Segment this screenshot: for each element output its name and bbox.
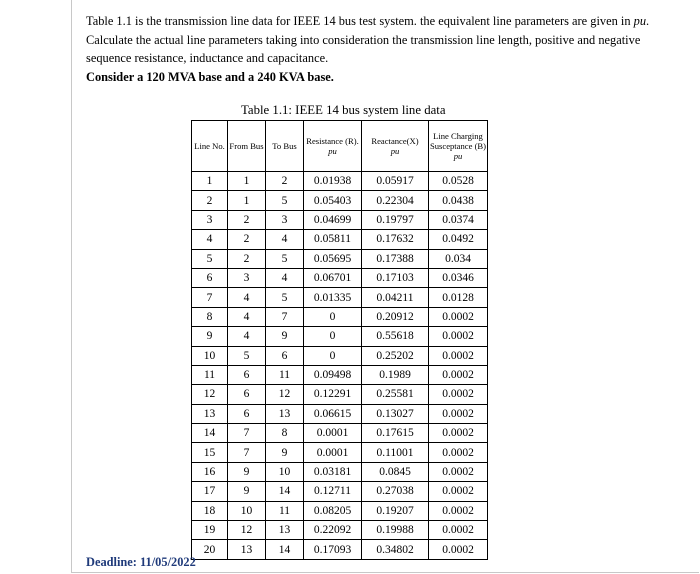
- cell-resistance: 0.22092: [304, 521, 362, 540]
- cell-to-bus: 9: [266, 327, 304, 346]
- cell-line-no: 8: [192, 307, 228, 326]
- cell-line-no: 7: [192, 288, 228, 307]
- cell-to-bus: 9: [266, 443, 304, 462]
- table-body: [192, 172, 488, 560]
- cell-to-bus: 4: [266, 268, 304, 287]
- cell-resistance: 0: [304, 307, 362, 326]
- cell-resistance: 0.04699: [304, 210, 362, 229]
- cell-to-bus: 5: [266, 191, 304, 210]
- cell-susceptance: 0.0002: [429, 540, 488, 559]
- cell-from-bus: 9: [228, 462, 266, 481]
- cell-to-bus: 11: [266, 365, 304, 384]
- cell-resistance: 0.05403: [304, 191, 362, 210]
- cell-line-no: 2: [192, 191, 228, 210]
- cell-reactance: 0.25581: [362, 385, 429, 404]
- cell-from-bus: 13: [228, 540, 266, 559]
- cell-from-bus: 1: [228, 191, 266, 210]
- table-row: [192, 540, 488, 559]
- intro-text-part1: Table 1.1 is the transmission line data for IEEE 14 bus test system. the equivalent line parameters are given in: [86, 14, 634, 28]
- cell-resistance: 0.05695: [304, 249, 362, 268]
- table-row: [192, 482, 488, 501]
- cell-reactance: 0.11001: [362, 443, 429, 462]
- cell-resistance: 0.06701: [304, 268, 362, 287]
- cell-reactance: 0.19797: [362, 210, 429, 229]
- cell-line-no: 5: [192, 249, 228, 268]
- cell-resistance: 0: [304, 327, 362, 346]
- cell-from-bus: 1: [228, 172, 266, 191]
- cell-susceptance: 0.0128: [429, 288, 488, 307]
- cell-susceptance: 0.0346: [429, 268, 488, 287]
- header-resistance: Resistance (R). pu: [304, 121, 362, 172]
- cell-line-no: 15: [192, 443, 228, 462]
- cell-susceptance: 0.0002: [429, 385, 488, 404]
- cell-reactance: 0.25202: [362, 346, 429, 365]
- cell-susceptance: 0.0002: [429, 365, 488, 384]
- table-row: [192, 404, 488, 423]
- cell-from-bus: 12: [228, 521, 266, 540]
- cell-resistance: 0.0001: [304, 424, 362, 443]
- cell-resistance: 0.12291: [304, 385, 362, 404]
- header-susceptance: Line Charging Susceptance (B) pu: [429, 121, 488, 172]
- intro-paragraph: [86, 12, 686, 86]
- cell-reactance: 0.20912: [362, 307, 429, 326]
- cell-susceptance: 0.0002: [429, 327, 488, 346]
- cell-line-no: 18: [192, 501, 228, 520]
- cell-reactance: 0.0845: [362, 462, 429, 481]
- cell-reactance: 0.19988: [362, 521, 429, 540]
- cell-reactance: 0.55618: [362, 327, 429, 346]
- cell-from-bus: 4: [228, 327, 266, 346]
- cell-susceptance: 0.0002: [429, 482, 488, 501]
- cell-resistance: 0.08205: [304, 501, 362, 520]
- cell-line-no: 6: [192, 268, 228, 287]
- cell-reactance: 0.05917: [362, 172, 429, 191]
- cell-from-bus: 7: [228, 424, 266, 443]
- header-reactance: Reactance(X) pu: [362, 121, 429, 172]
- cell-resistance: 0.03181: [304, 462, 362, 481]
- cell-susceptance: 0.0002: [429, 404, 488, 423]
- cell-to-bus: 4: [266, 230, 304, 249]
- cell-line-no: 12: [192, 385, 228, 404]
- cell-from-bus: 2: [228, 249, 266, 268]
- cell-resistance: 0.06615: [304, 404, 362, 423]
- table-row: [192, 327, 488, 346]
- cell-line-no: 10: [192, 346, 228, 365]
- cell-from-bus: 7: [228, 443, 266, 462]
- cell-to-bus: 5: [266, 288, 304, 307]
- cell-resistance: 0.17093: [304, 540, 362, 559]
- header-line-no: Line No.: [192, 121, 228, 172]
- table-row: [192, 307, 488, 326]
- cell-line-no: 4: [192, 230, 228, 249]
- table-row: [192, 443, 488, 462]
- cell-reactance: 0.17632: [362, 230, 429, 249]
- table-row: [192, 230, 488, 249]
- cell-susceptance: 0.0438: [429, 191, 488, 210]
- cell-from-bus: 6: [228, 385, 266, 404]
- cell-to-bus: 8: [266, 424, 304, 443]
- cell-reactance: 0.17388: [362, 249, 429, 268]
- cell-resistance: 0.12711: [304, 482, 362, 501]
- cell-reactance: 0.27038: [362, 482, 429, 501]
- cell-reactance: 0.34802: [362, 540, 429, 559]
- header-to-bus: To Bus: [266, 121, 304, 172]
- cell-line-no: 9: [192, 327, 228, 346]
- cell-from-bus: 4: [228, 288, 266, 307]
- cell-susceptance: 0.0002: [429, 521, 488, 540]
- cell-susceptance: 0.0002: [429, 443, 488, 462]
- cell-line-no: 17: [192, 482, 228, 501]
- deadline-text: Deadline: 11/05/2022: [86, 555, 196, 569]
- cell-to-bus: 14: [266, 482, 304, 501]
- cell-from-bus: 10: [228, 501, 266, 520]
- cell-resistance: 0.09498: [304, 365, 362, 384]
- cell-susceptance: 0.0002: [429, 346, 488, 365]
- cell-from-bus: 6: [228, 404, 266, 423]
- cell-line-no: 19: [192, 521, 228, 540]
- cell-to-bus: 12: [266, 385, 304, 404]
- cell-line-no: 20: [192, 540, 228, 559]
- cell-to-bus: 13: [266, 521, 304, 540]
- cell-from-bus: 9: [228, 482, 266, 501]
- cell-susceptance: 0.0002: [429, 501, 488, 520]
- table-header-row: [192, 121, 488, 172]
- cell-susceptance: 0.0002: [429, 307, 488, 326]
- intro-text-part2: . Calculate the actual line parameters taking into consideration the transmission line length, positive and negative sequence resistance, inductance and capacitance.: [86, 14, 650, 65]
- table-row: [192, 288, 488, 307]
- cell-resistance: 0.01335: [304, 288, 362, 307]
- cell-to-bus: 11: [266, 501, 304, 520]
- cell-from-bus: 2: [228, 230, 266, 249]
- cell-line-no: 13: [192, 404, 228, 423]
- table-row: [192, 249, 488, 268]
- table-row: [192, 385, 488, 404]
- cell-susceptance: 0.0374: [429, 210, 488, 229]
- cell-susceptance: 0.0528: [429, 172, 488, 191]
- line-data-table: [191, 120, 488, 560]
- cell-reactance: 0.17615: [362, 424, 429, 443]
- cell-from-bus: 2: [228, 210, 266, 229]
- table-row: [192, 172, 488, 191]
- table-row: [192, 210, 488, 229]
- table-row: [192, 462, 488, 481]
- cell-susceptance: 0.0492: [429, 230, 488, 249]
- cell-from-bus: 4: [228, 307, 266, 326]
- cell-resistance: 0.01938: [304, 172, 362, 191]
- cell-reactance: 0.04211: [362, 288, 429, 307]
- cell-from-bus: 6: [228, 365, 266, 384]
- cell-reactance: 0.22304: [362, 191, 429, 210]
- table-row: [192, 365, 488, 384]
- cell-line-no: 16: [192, 462, 228, 481]
- cell-from-bus: 3: [228, 268, 266, 287]
- intro-unit: pu: [633, 14, 647, 28]
- cell-reactance: 0.19207: [362, 501, 429, 520]
- cell-resistance: 0.05811: [304, 230, 362, 249]
- cell-to-bus: 10: [266, 462, 304, 481]
- cell-to-bus: 6: [266, 346, 304, 365]
- cell-line-no: 3: [192, 210, 228, 229]
- cell-reactance: 0.1989: [362, 365, 429, 384]
- cell-resistance: 0: [304, 346, 362, 365]
- cell-to-bus: 2: [266, 172, 304, 191]
- table-row: [192, 346, 488, 365]
- cell-to-bus: 3: [266, 210, 304, 229]
- table-row: [192, 501, 488, 520]
- table-row: [192, 268, 488, 287]
- cell-to-bus: 14: [266, 540, 304, 559]
- cell-reactance: 0.17103: [362, 268, 429, 287]
- cell-susceptance: 0.0002: [429, 424, 488, 443]
- cell-to-bus: 7: [266, 307, 304, 326]
- cell-to-bus: 13: [266, 404, 304, 423]
- table-row: [192, 521, 488, 540]
- table-row: [192, 424, 488, 443]
- table-caption: Table 1.1: IEEE 14 bus system line data: [241, 103, 446, 117]
- cell-susceptance: 0.034: [429, 249, 488, 268]
- cell-to-bus: 5: [266, 249, 304, 268]
- cell-susceptance: 0.0002: [429, 462, 488, 481]
- table-row: [192, 191, 488, 210]
- header-from-bus: From Bus: [228, 121, 266, 172]
- cell-line-no: 14: [192, 424, 228, 443]
- cell-resistance: 0.0001: [304, 443, 362, 462]
- cell-reactance: 0.13027: [362, 404, 429, 423]
- cell-line-no: 11: [192, 365, 228, 384]
- cell-line-no: 1: [192, 172, 228, 191]
- cell-from-bus: 5: [228, 346, 266, 365]
- intro-base-statement: Consider a 120 MVA base and a 240 KVA base.: [86, 69, 334, 84]
